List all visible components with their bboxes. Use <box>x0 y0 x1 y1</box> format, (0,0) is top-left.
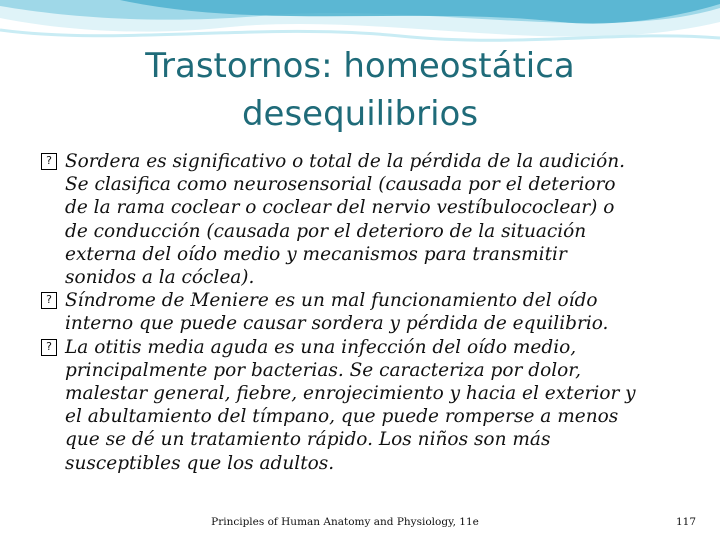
bullet-line: Síndrome de Meniere es un mal funcionamiento del oído <box>65 290 598 312</box>
footer-source: Principles of Human Anatomy and Physiology, 11e <box>211 516 479 528</box>
title-line-1: Trastornos: homeostática <box>145 46 575 86</box>
bullet-line: susceptibles que los adultos. <box>65 452 335 474</box>
bullet-line: sonidos a la cóclea). <box>65 267 255 289</box>
bullet-line: externa del oído medio y mecanismos para transmitir <box>65 243 567 265</box>
bullet-line: de conducción (causada por el deterioro de la situación <box>65 220 587 242</box>
page-number: 117 <box>675 516 696 528</box>
bullet-list <box>38 150 678 475</box>
bullet-line: Se clasifica como neurosensorial (causada por el deterioro <box>65 174 616 196</box>
bullet-line: malestar general, fiebre, enrojecimiento y hacia el exterior y <box>65 383 636 405</box>
missing-glyph-bullet-icon: ? <box>41 339 57 356</box>
bullet-line: principalmente por bacterias. Se caracteriza por dolor, <box>65 359 581 381</box>
bullet-line: de la rama coclear o coclear del nervio vestíbulococlear) o <box>65 197 615 219</box>
bullet-meniere <box>38 289 678 335</box>
missing-glyph-bullet-icon: ? <box>41 153 57 170</box>
missing-glyph-bullet-icon: ? <box>41 292 57 309</box>
bullet-sordera <box>38 150 678 289</box>
title-line-2: desequilibrios <box>241 94 479 134</box>
bullet-line: el abultamiento del tímpano, que puede romperse a menos <box>65 406 619 428</box>
bullet-line: interno que puede causar sordera y pérdida de equilibrio. <box>65 313 609 335</box>
bullet-otitis <box>38 336 678 475</box>
bullet-line: La otitis media aguda es una infección del oído medio, <box>65 336 577 358</box>
bullet-line: Sordera es significativo o total de la pérdida de la audición. <box>65 151 626 172</box>
slide-title <box>60 42 660 138</box>
bullet-line: que se dé un tratamiento rápido. Los niños son más <box>65 429 551 451</box>
